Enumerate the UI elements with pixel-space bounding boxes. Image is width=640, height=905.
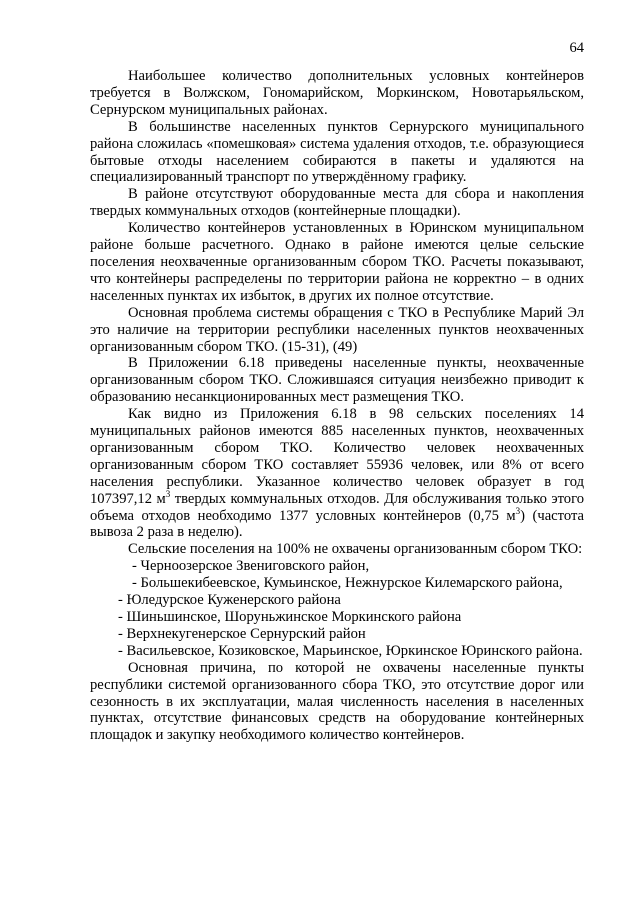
volume-text-1: Как видно из Приложения 6.18 в 98 сельских поселениях 14 муниципальных районов имеются 885 населенных пунктов, неохваченных организованным сбором ТКО. Количество человек неохваченных организованным сбором ТКО составляет 55936 человек, или 8% от всего населения республики. Указанное количество человек образует в год 107397,12 м [90, 406, 584, 507]
paragraph: В большинстве населенных пунктов Сернурского муниципального района сложилась «помешковая» система удаления отходов, т.е. образующиеся бытовые отходы населением собираются в пакеты и удаляются на специализированный транспорт по утверждённому графику. [90, 118, 584, 186]
page-number: 64 [569, 40, 584, 56]
paragraph: Наибольшее количество дополнительных условных контейнеров требуется в Волжском, Гономарийском, Моркинском, Новотарьяльском, Сернурском муниципальных районах. [90, 68, 584, 118]
document-body [90, 68, 584, 744]
paragraph: В районе отсутствуют оборудованные места для сбора и накопления твердых коммунальных отходов (контейнерные площадки). [90, 186, 584, 220]
paragraph-volume [90, 406, 584, 541]
list-item: - Верхнекугенерское Сернурский район [118, 625, 366, 642]
list-item: - Шиньшинское, Шоруньжинское Моркинского района [118, 609, 462, 625]
superscript: 3 [165, 488, 171, 499]
list-item: - Юледурское Куженерского района [118, 592, 341, 609]
list-item: - Черноозерское Звениговского район, [132, 558, 370, 575]
superscript: 3 [515, 505, 521, 516]
paragraph: Количество контейнеров установленных в Юринском муниципальном районе больше расчетного. Однако в районе имеются целые сельские поселения неохваченные организованным сбором ТКО. Расчеты показывают, что контейнеры распределены по территории района не корректно – в одних населенных пунктах их избыток, в других их полное отсутствие. [90, 220, 584, 304]
list-item: - Васильевское, Козиковское, Марьинское, Юркинское Юринского района. [118, 642, 583, 659]
paragraph-conclusion: Основная причина, по которой не охвачены населенные пункты республики системой организованного сбора ТКО, это отсутствие дорог или сезонность в их эксплуатации, малая численность населения в населенных пунктах, отсутствие финансовых средств на оборудование контейнерных площадок и закупку необходимого количество контейнеров. [90, 659, 584, 744]
paragraph: Основная проблема системы обращения с ТКО в Республике Марий Эл это наличие на территории республики населенных пунктов неохваченных организованным сбором ТКО. (15-31), (49) [90, 304, 584, 355]
volume-text-3: ) (частота вывоза 2 раза в неделю). [90, 507, 584, 541]
list-item: - Большекибеевское, Кумьинское, Нежнурское Килемарского района, [132, 575, 563, 592]
volume-text-2: твердых коммунальных отходов. Для обслуживания только этого объема отходов необходимо 1377 условных контейнеров (0,75 м [90, 490, 584, 524]
paragraph: В Приложении 6.18 приведены населенные пункты, неохваченные организованным сбором ТКО. Сложившаяся ситуация неизбежно приводит к образованию несанкционированных мест размещения ТКО. [90, 355, 584, 406]
list-intro: Сельские поселения на 100% не охвачены организованным сбором ТКО: [128, 541, 583, 558]
